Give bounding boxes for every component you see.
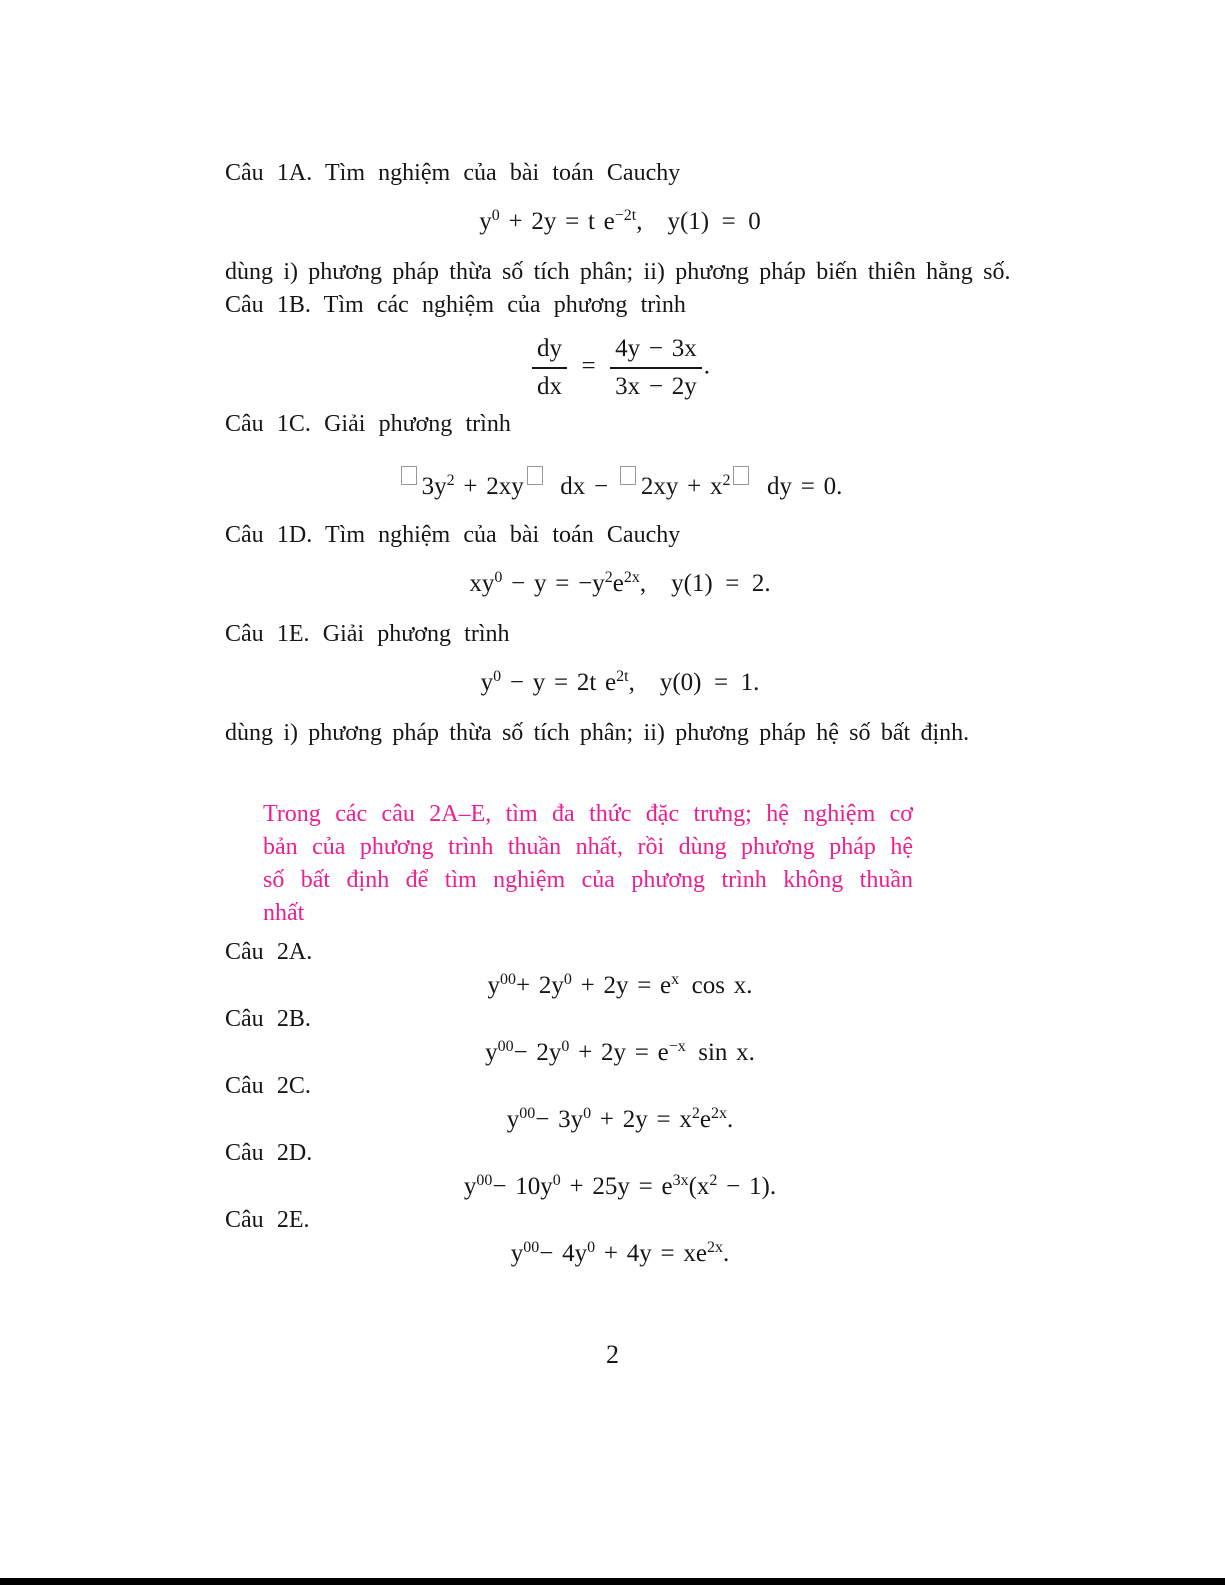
equation-2d: $y^{00}- 10y^0 + 25y = e^{3x}(x^2 - 1)$. (463, 1172, 777, 1200)
problem-1e-label: Câu 1E. (225, 621, 310, 647)
problem-1d-heading (225, 519, 1015, 552)
missing-glyph-box (620, 466, 636, 485)
missing-glyph-box (733, 466, 749, 485)
problems-2-list (225, 936, 1015, 1271)
equation-1c: $3y^2 + 2xy$ dx − $2xy + x^2$ dy = 0. (225, 465, 1015, 509)
problem-2e-label: Câu 2E. (225, 1207, 310, 1233)
fraction-numerator: 4y − 3x (610, 334, 702, 369)
superscript: 00 (500, 971, 516, 989)
problem-1c-label: Câu 1C. (225, 411, 311, 437)
problem-1b-heading (225, 289, 1015, 322)
problem-1b-title: Tìm các nghiệm của phương trình (323, 292, 686, 318)
superscript: 2 (604, 569, 613, 587)
problem-1a-title: Tìm nghiệm của bài toán Cauchy (324, 160, 681, 186)
superscript: 2 (709, 1172, 718, 1190)
superscript: 00 (476, 1172, 493, 1190)
missing-glyph-box (401, 466, 417, 485)
equation-1e: $y^0 - y = 2t$ $e^{2t}$, y(0) = 1. (480, 668, 760, 696)
superscript: 00 (497, 1038, 514, 1056)
equation-2e: $y^{00}- 4y^0 + 4y = xe^{2x}$. (510, 1239, 730, 1267)
superscript: 0 (583, 1105, 592, 1123)
superscript: 2x (710, 1105, 727, 1123)
superscript: 0 (587, 1239, 596, 1257)
superscript: −2t (614, 207, 637, 225)
problem-1c-title: Giải phương trình (324, 411, 511, 437)
fraction (530, 334, 569, 402)
problem-1e-heading (225, 618, 1015, 651)
superscript: 2x (623, 569, 640, 587)
superscript: 0 (552, 1172, 561, 1190)
equation-2c: $y^{00}- 3y^0 + 2y = x^2e^{2x}$. (506, 1105, 734, 1133)
superscript: 00 (519, 1105, 536, 1123)
superscript: −x (668, 1038, 686, 1056)
problem-1a-label: Câu 1A. (225, 160, 313, 186)
problem-1a-heading (225, 157, 1015, 190)
equation-2a: $y^{00}+ 2y^0 + 2y = e^x$ cos x. (487, 971, 753, 999)
note-1a: dùng i) phương pháp thừa số tích phân; ii) phương pháp biến thiên hằng số. (225, 259, 1011, 285)
superscript: 2x (706, 1239, 723, 1257)
page-bottom-rule (0, 1578, 1225, 1585)
problem-2b-label: Câu 2B. (225, 1006, 311, 1032)
superscript: 3x (672, 1172, 689, 1190)
fraction-denominator: dx (537, 373, 563, 400)
superscript: 2t (616, 668, 629, 686)
equation-1a: $y^0 + 2y = t$ $e^{-2t}$, y(1) = 0 (479, 207, 761, 235)
superscript: 00 (523, 1239, 540, 1257)
problem-2a-label: Câu 2A. (225, 939, 313, 965)
superscript: 2 (446, 472, 455, 490)
equation-1b: $\frac{dy}{dx}$ = $\frac{4y - 3x}{3x - 2y}$ . (225, 334, 1015, 402)
problem-2c-label: Câu 2C. (225, 1073, 311, 1099)
superscript: 0 (493, 668, 502, 686)
document-content (225, 157, 1015, 1271)
superscript: 2 (691, 1105, 700, 1123)
superscript: 0 (494, 569, 503, 587)
superscript: 0 (491, 207, 500, 225)
missing-glyph-box (527, 466, 543, 485)
problem-1e-title: Giải phương trình (322, 621, 510, 647)
superscript: x (671, 971, 680, 989)
fraction (608, 334, 704, 402)
note-1e: dùng i) phương pháp thừa số tích phân; ii) phương pháp hệ số bất định. (225, 720, 970, 746)
superscript: 2 (722, 472, 731, 490)
superscript: 0 (561, 1038, 570, 1056)
superscript: 0 (563, 971, 572, 989)
problem-1b-label: Câu 1B. (225, 292, 311, 318)
section-2-instruction: Trong các câu 2A–E, tìm đa thức đặc trưng; hệ nghiệm cơ bản của phương trình thuần nhất, rồi dùng phương pháp hệ số bất định để tìm nghiệm của phương trình không thuần nhất (263, 801, 913, 926)
equation-2b: $y^{00}- 2y^0 + 2y = e^{-x}$ sin x. (485, 1038, 755, 1066)
equation-1d: $xy^0 - y = -y^2e^{2x}$, y(1) = 2. (469, 569, 771, 597)
fraction-numerator: dy (532, 334, 567, 369)
problem-2d-label: Câu 2D. (225, 1140, 313, 1166)
fraction-denominator: 3x − 2y (615, 373, 697, 400)
problem-1d-title: Tìm nghiệm của bài toán Cauchy (324, 522, 681, 548)
problem-1c-heading (225, 408, 1015, 441)
page-number: 2 (606, 1340, 619, 1369)
problem-1d-label: Câu 1D. (225, 522, 313, 548)
